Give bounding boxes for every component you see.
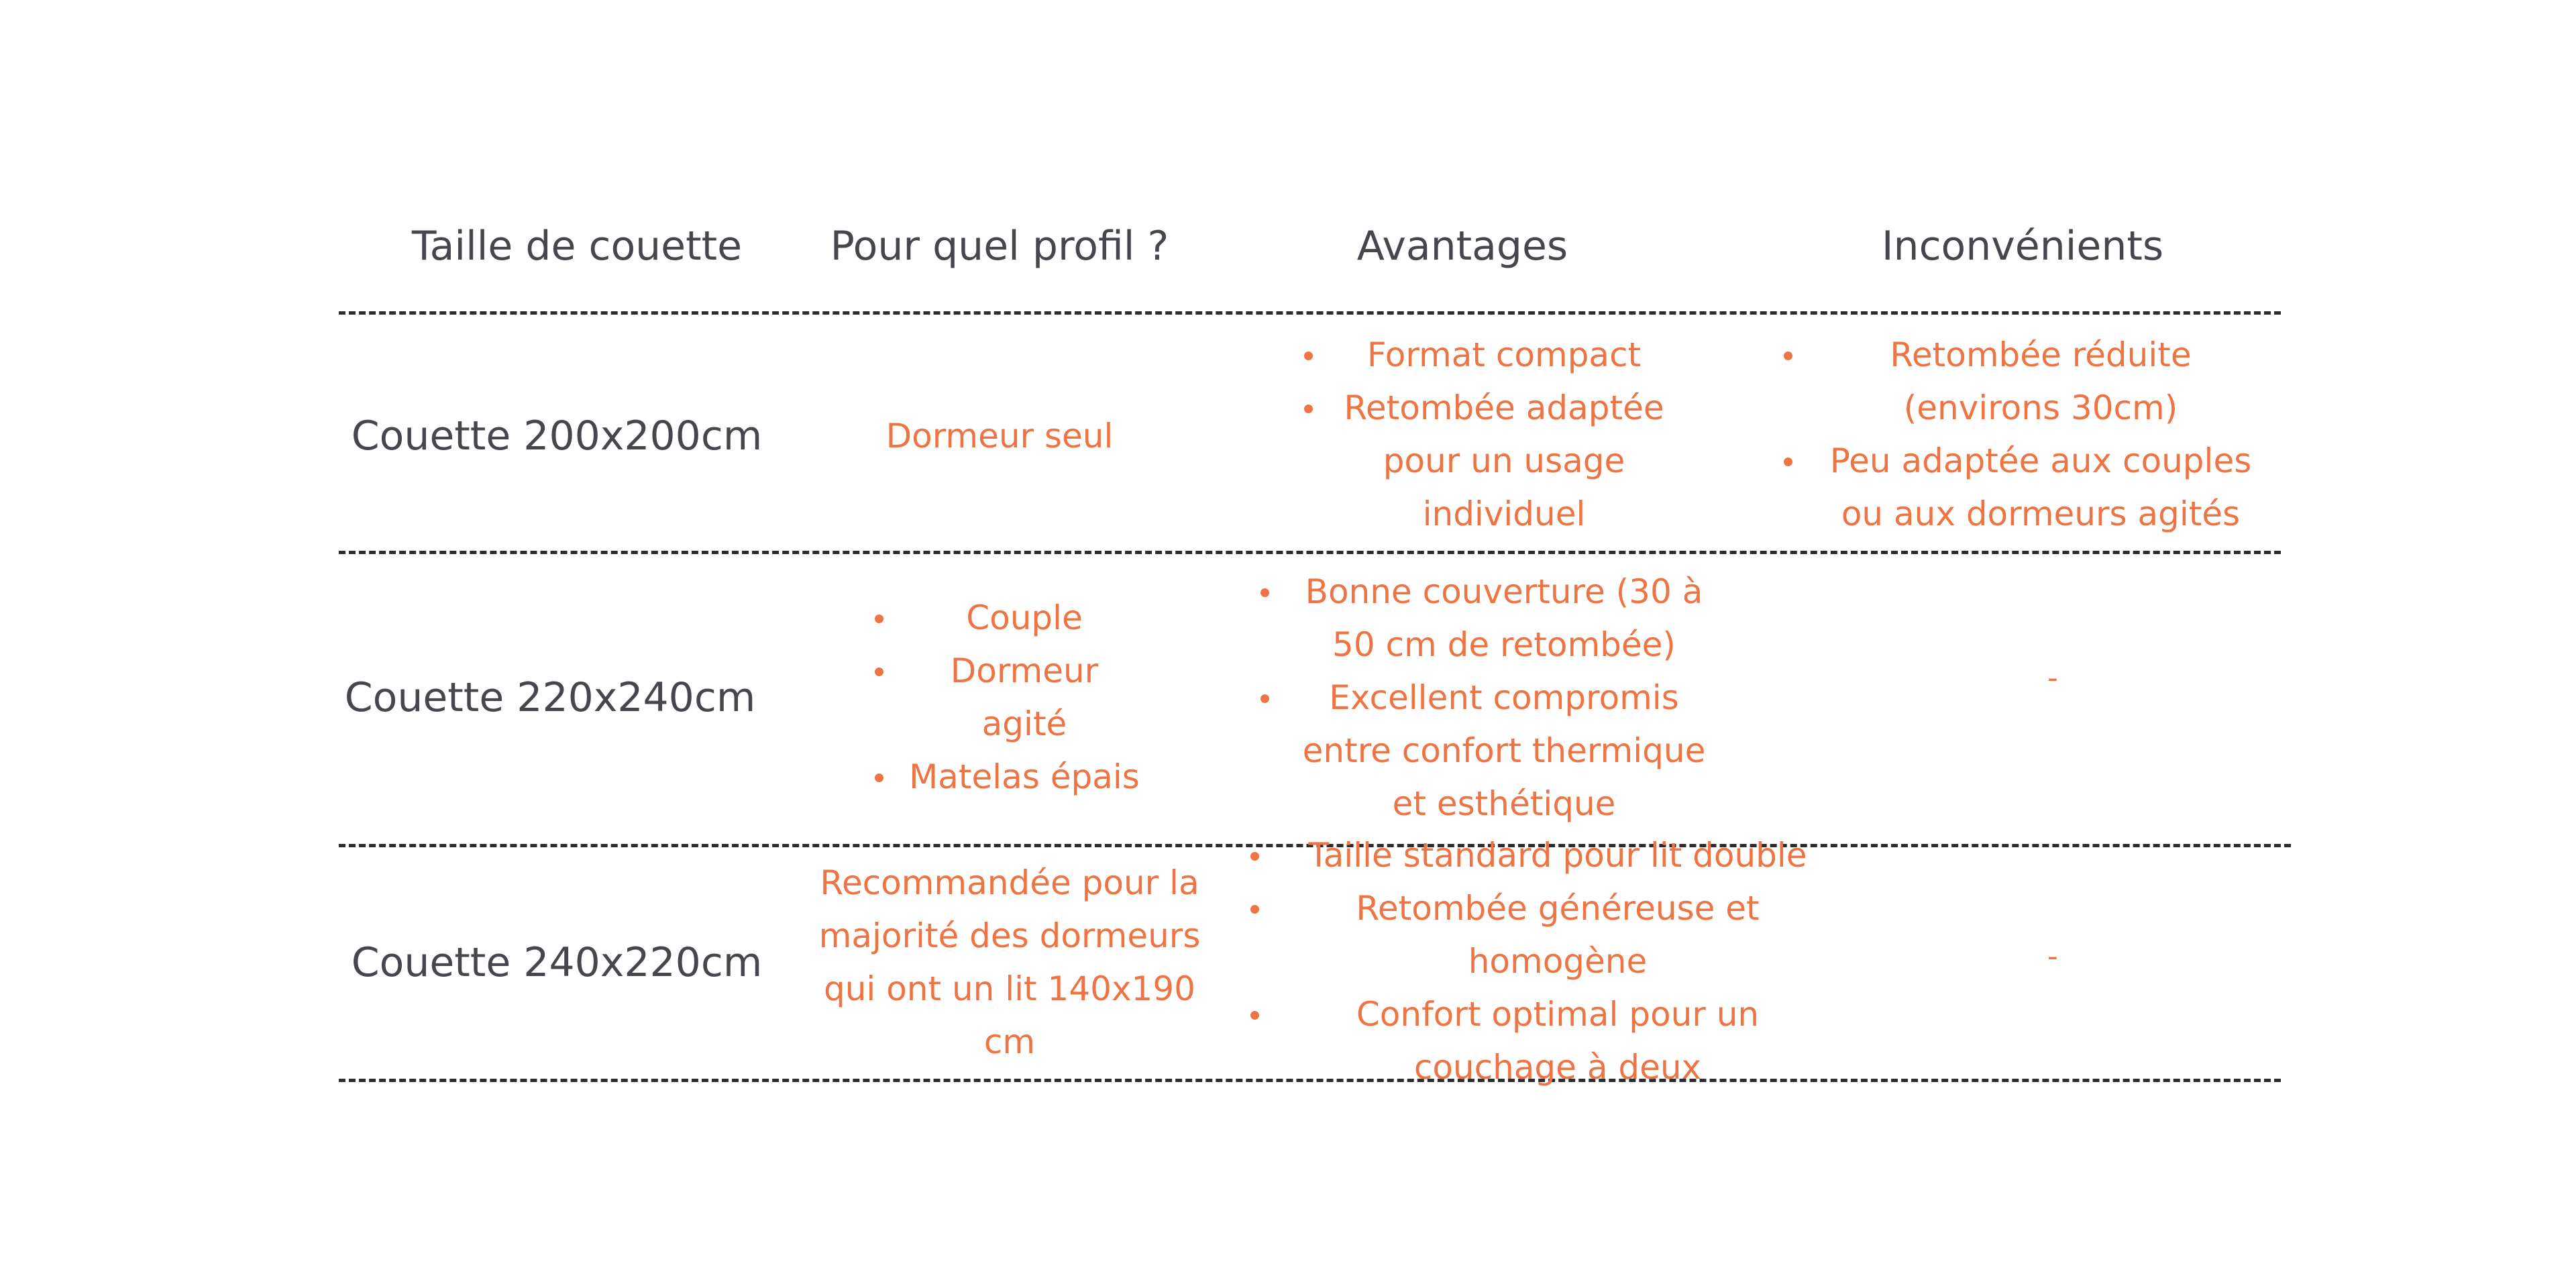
row-1-drawbacks xyxy=(1774,327,2271,542)
header-size: Taille de couette xyxy=(411,223,743,270)
row-1-profile xyxy=(798,322,1201,550)
profile-list xyxy=(865,592,1147,804)
row-2-profile xyxy=(865,560,1147,835)
list-item: Retombée réduite (environs 30cm) xyxy=(1774,329,2271,435)
list-item: Matelas épais xyxy=(865,751,1147,804)
size-label: Couette 240x220cm xyxy=(351,939,763,986)
list-item: Confort optimal pour un couchage à deux xyxy=(1241,988,1838,1094)
list-item: Bonne couverture (30 à 50 cm de retombée) xyxy=(1251,566,1721,672)
row-3-size xyxy=(351,855,763,1070)
row-3-advantages xyxy=(1241,835,1838,1087)
list-item: Excellent compromis entre confort thermique et esthétique xyxy=(1251,672,1721,830)
row-2-drawbacks xyxy=(1919,644,2187,711)
size-label: Couette 200x200cm xyxy=(351,413,763,460)
list-item: Dormeur agité xyxy=(865,645,1147,751)
header-advantages: Avantages xyxy=(1356,223,1568,270)
list-item: Retombée généreuse et homogène xyxy=(1241,882,1838,988)
size-label: Couette 220x240cm xyxy=(344,674,756,721)
row-1-size xyxy=(351,322,763,550)
advantages-list xyxy=(1251,566,1721,830)
row-3-drawbacks xyxy=(1919,922,2187,989)
list-item: Format compact xyxy=(1295,329,1677,382)
rule-row-1 xyxy=(339,551,2281,554)
list-item: Retombée adaptée pour un usage individuel xyxy=(1295,382,1677,541)
row-3-profile xyxy=(795,855,1224,1070)
row-2-advantages xyxy=(1251,560,1721,835)
profile-text: Dormeur seul xyxy=(885,416,1114,455)
advantages-list xyxy=(1241,829,1838,1094)
profile-text: Recommandée pour la majorité des dormeurs qui ont un lit 140x190 cm xyxy=(818,863,1201,1061)
drawbacks-list xyxy=(1774,329,2271,541)
rule-header xyxy=(339,311,2281,315)
header-drawbacks: Inconvénients xyxy=(1881,223,2164,270)
advantages-list xyxy=(1295,329,1677,541)
row-2-size xyxy=(344,560,756,835)
list-item: Couple xyxy=(865,592,1147,645)
empty-value: - xyxy=(2047,938,2058,973)
list-item: Taille standard pour lit double xyxy=(1241,829,1838,882)
empty-value: - xyxy=(2047,660,2058,695)
list-item: Peu adaptée aux couples ou aux dormeurs agités xyxy=(1774,435,2271,541)
row-1-advantages xyxy=(1295,327,1677,542)
header-profile: Pour quel profil ? xyxy=(830,223,1169,270)
